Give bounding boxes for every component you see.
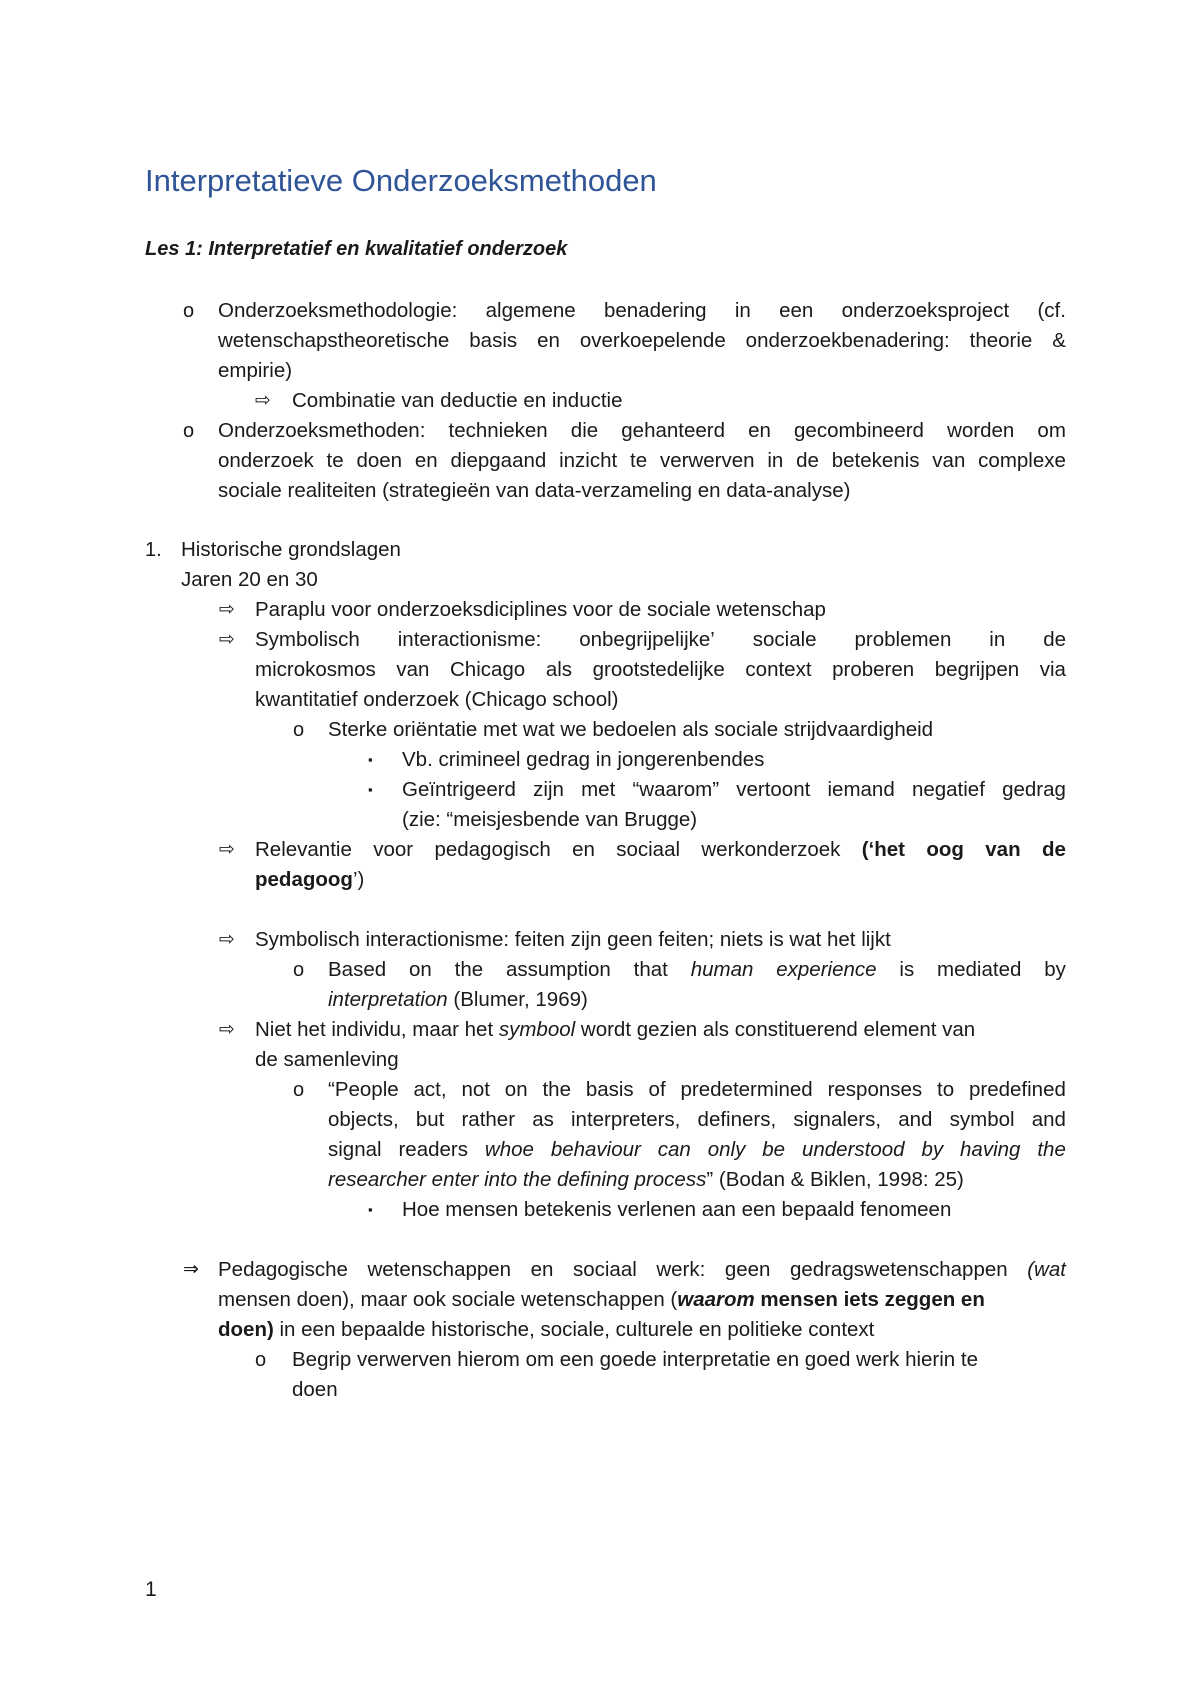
s2-square-1: Vb. crimineel gedrag in jongerenbendes	[402, 748, 765, 771]
word: sociaal	[572, 1258, 637, 1281]
s2-arrow-2-line-2	[255, 658, 1066, 682]
word: sociale	[752, 628, 817, 651]
arrow-icon: ⇨	[219, 1019, 235, 1040]
word: on	[504, 1078, 528, 1101]
bullet-circle-marker: o	[293, 719, 305, 741]
word: benadering	[603, 299, 707, 322]
word: onderzoeksproject	[841, 299, 1010, 322]
word: definers,	[697, 1108, 777, 1131]
word: Geïntrigeerd	[402, 778, 516, 801]
word: van	[985, 838, 1021, 861]
s2-arrow-1: Paraplu voor onderzoeksdiciplines voor de sociale wetenschap	[255, 598, 826, 621]
s1-line-7: sociale realiteiten (strategieën van data-verzameling en data-analyse)	[218, 479, 851, 502]
s3-line-3	[218, 1318, 874, 1342]
word: be	[762, 1138, 786, 1161]
word: iemand	[827, 778, 895, 801]
s3-circle-line-2: doen	[292, 1378, 338, 1401]
word: gecombineerd	[794, 419, 924, 442]
word: werkonderzoek	[701, 838, 841, 861]
plain-text: (Blumer, 1969)	[447, 988, 588, 1011]
word: wetenschapstheoretische	[218, 329, 450, 352]
plain-text: mensen doen), maar ook sociale wetenschappen (	[218, 1288, 678, 1311]
bold-italic-text: waarom	[677, 1288, 755, 1311]
word: act,	[413, 1078, 447, 1101]
word: by	[1044, 958, 1066, 981]
word: wetenschappen	[367, 1258, 512, 1281]
bold-arrow-icon: ⇒	[183, 1259, 199, 1280]
s2-quote-line-1	[328, 1078, 1066, 1102]
word: the	[542, 1078, 571, 1101]
word: zijn	[533, 778, 564, 801]
word: by	[921, 1138, 944, 1161]
word: theorie	[969, 329, 1033, 352]
word: een	[779, 299, 814, 322]
italic-text: researcher enter into the defining process	[328, 1168, 707, 1191]
word: on	[408, 958, 432, 981]
word: to	[937, 1078, 955, 1101]
bullet-circle-marker: o	[255, 1349, 267, 1371]
word: predetermined	[680, 1078, 813, 1101]
s2-quote-line-2	[328, 1108, 1066, 1132]
word: interactionisme:	[397, 628, 542, 651]
arrow-icon: ⇨	[219, 929, 235, 950]
s3-line-1	[218, 1258, 1066, 1282]
word: de	[1043, 628, 1066, 651]
word: via	[1039, 658, 1066, 681]
bold-text: mensen iets zeggen en	[754, 1288, 985, 1311]
word: diepgaand	[450, 449, 547, 472]
bullet-square-marker: ▪	[368, 752, 373, 767]
s2-arrow-2-line-3: kwantitatief onderzoek (Chicago school)	[255, 688, 619, 711]
list-number: 1.	[145, 539, 162, 561]
word: Relevantie	[255, 838, 352, 861]
word: “People	[328, 1078, 399, 1101]
word: vertoont	[736, 778, 811, 801]
s2-arrow-3-line-1	[255, 838, 1066, 862]
word: als	[545, 658, 573, 681]
word: but	[415, 1108, 445, 1131]
word: proberen	[832, 658, 915, 681]
word: om	[1037, 419, 1066, 442]
word: met	[581, 778, 616, 801]
s2-circle-2-line-1	[328, 958, 1066, 982]
word: behaviour	[550, 1138, 641, 1161]
word: pedagogisch	[434, 838, 551, 861]
s3-line-2	[218, 1288, 985, 1312]
word: doen	[356, 449, 403, 472]
bullet-square-marker: ▪	[368, 1202, 373, 1217]
word: van	[396, 658, 430, 681]
word: Chicago	[450, 658, 526, 681]
word: predefined	[969, 1078, 1066, 1101]
word: and	[898, 1108, 933, 1131]
plain-text: wordt gezien als constituerend element van	[575, 1018, 976, 1041]
s2-arrow-3-line-2	[255, 868, 364, 892]
word: voor	[373, 838, 414, 861]
s2-square-2-line-1	[402, 778, 1066, 802]
word: readers	[398, 1138, 468, 1161]
word: van	[932, 449, 966, 472]
word: basis	[585, 1078, 634, 1101]
plain-text: ” (Bodan & Biklen, 1998: 25)	[706, 1168, 964, 1191]
word: Symbolisch	[255, 628, 360, 651]
word: en	[530, 1258, 554, 1281]
word: te	[326, 449, 344, 472]
plain-text: ’)	[352, 868, 365, 891]
word: Based	[328, 958, 387, 981]
word: basis	[469, 329, 518, 352]
bullet-circle-marker: o	[293, 959, 305, 981]
s1-line-1	[218, 299, 1066, 323]
italic-text: symbool	[498, 1018, 576, 1041]
word: &	[1052, 329, 1066, 352]
word: en	[572, 838, 595, 861]
s2-arrow-5-line-2: de samenleving	[255, 1048, 399, 1071]
word: and	[1031, 1108, 1066, 1131]
page-title: Interpretatieve Onderzoeksmethoden	[145, 163, 657, 198]
word: symbol	[949, 1108, 1015, 1131]
word: grootstedelijke	[592, 658, 725, 681]
word: assumption	[505, 958, 611, 981]
word: onderzoekbenadering:	[745, 329, 950, 352]
word: context	[745, 658, 812, 681]
word: te	[630, 449, 648, 472]
word: (‘het	[861, 838, 906, 861]
bullet-square-marker: ▪	[368, 782, 373, 797]
bold-text: doen)	[218, 1318, 274, 1341]
s2-quote-line-4	[328, 1168, 964, 1192]
word: not	[461, 1078, 490, 1101]
word: (wat	[1027, 1258, 1066, 1281]
word: gehanteerd	[621, 419, 725, 442]
word: problemen	[854, 628, 952, 651]
word: gedrag	[1002, 778, 1066, 801]
word: die	[570, 419, 599, 442]
s2-arrow-5-line-1	[255, 1018, 975, 1042]
s1-line-6	[218, 449, 1066, 473]
word: verwerven	[659, 449, 755, 472]
s2-quote-line-3	[328, 1138, 1066, 1162]
word: gedragswetenschappen	[789, 1258, 1008, 1281]
italic-text: interpretation	[328, 988, 448, 1011]
word: mediated	[937, 958, 1022, 981]
word: responses	[827, 1078, 923, 1101]
word: en	[537, 329, 560, 352]
word: human	[690, 958, 754, 981]
word: understood	[801, 1138, 905, 1161]
s1-line-4: Combinatie van deductie en inductie	[292, 389, 623, 412]
arrow-icon: ⇨	[219, 629, 235, 650]
word: negatief	[911, 778, 985, 801]
word: (cf.	[1037, 299, 1066, 322]
word: inzicht	[559, 449, 618, 472]
word: Onderzoeksmethoden:	[218, 419, 426, 442]
word: technieken	[448, 419, 548, 442]
word: in	[734, 299, 751, 322]
word: betekenis	[831, 449, 920, 472]
word: werk:	[656, 1258, 706, 1281]
word: is	[899, 958, 915, 981]
word: can	[657, 1138, 691, 1161]
word: “waarom”	[632, 778, 720, 801]
bullet-circle-marker: o	[183, 420, 195, 442]
word: sociaal	[616, 838, 681, 861]
word: in	[767, 449, 784, 472]
s1-line-2	[218, 329, 1066, 353]
arrow-icon: ⇨	[255, 390, 271, 411]
section-years: Jaren 20 en 30	[181, 568, 318, 591]
word: in	[989, 628, 1006, 651]
lesson-subtitle: Les 1: Interpretatief en kwalitatief onderzoek	[145, 238, 568, 260]
s2-square-2-line-2: (zie: “meisjesbende van Brugge)	[402, 808, 698, 831]
word: oog	[926, 838, 964, 861]
word: en	[748, 419, 771, 442]
word: worden	[947, 419, 1015, 442]
section-heading: Historische grondslagen	[181, 538, 401, 561]
word: onderzoek	[218, 449, 314, 472]
s1-line-3: empirie)	[218, 359, 293, 382]
word: rather	[461, 1108, 516, 1131]
page-number: 1	[145, 1578, 157, 1601]
word: de	[1041, 838, 1066, 861]
word: en	[414, 449, 438, 472]
word: the	[454, 958, 484, 981]
s2-arrow-4: Symbolisch interactionisme: feiten zijn geen feiten; niets is wat het lijkt	[255, 928, 891, 951]
word: as	[532, 1108, 554, 1131]
word: complexe	[978, 449, 1066, 472]
word: signalers,	[793, 1108, 882, 1131]
word: signal	[328, 1138, 382, 1161]
s2-circle-1: Sterke oriëntatie met wat we bedoelen als sociale strijdvaardigheid	[328, 718, 934, 741]
word: the	[1037, 1138, 1066, 1161]
word: onbegrijpelijke’	[579, 628, 715, 651]
word: overkoepelende	[579, 329, 726, 352]
word: objects,	[328, 1108, 399, 1131]
word: microkosmos	[255, 658, 376, 681]
arrow-icon: ⇨	[219, 839, 235, 860]
word: experience	[776, 958, 877, 981]
word: that	[633, 958, 668, 981]
bold-text: pedagoog	[255, 868, 353, 891]
arrow-icon: ⇨	[219, 599, 235, 620]
s2-circle-2-line-2	[328, 988, 588, 1012]
s1-line-5	[218, 419, 1066, 443]
s3-circle-line-1: Begrip verwerven hierom om een goede interpretatie en goed werk hierin te	[292, 1348, 978, 1371]
word: algemene	[485, 299, 576, 322]
word: interpreters,	[571, 1108, 681, 1131]
s2-arrow-2-line-1	[255, 628, 1066, 652]
plain-text: Niet het individu, maar het	[255, 1018, 499, 1041]
word: having	[960, 1138, 1021, 1161]
word: begrijpen	[934, 658, 1020, 681]
word: whoe	[484, 1138, 534, 1161]
word: only	[707, 1138, 746, 1161]
word: geen	[724, 1258, 771, 1281]
bullet-circle-marker: o	[183, 300, 195, 322]
s2-square-3: Hoe mensen betekenis verlenen aan een bepaald fenomeen	[402, 1198, 952, 1221]
word: de	[796, 449, 819, 472]
word: Pedagogische	[218, 1258, 348, 1281]
word: of	[648, 1078, 666, 1101]
plain-text: in een bepaalde historische, sociale, culturele en politieke context	[273, 1318, 875, 1341]
word: Onderzoeksmethodologie:	[218, 299, 458, 322]
bullet-circle-marker: o	[293, 1079, 305, 1101]
